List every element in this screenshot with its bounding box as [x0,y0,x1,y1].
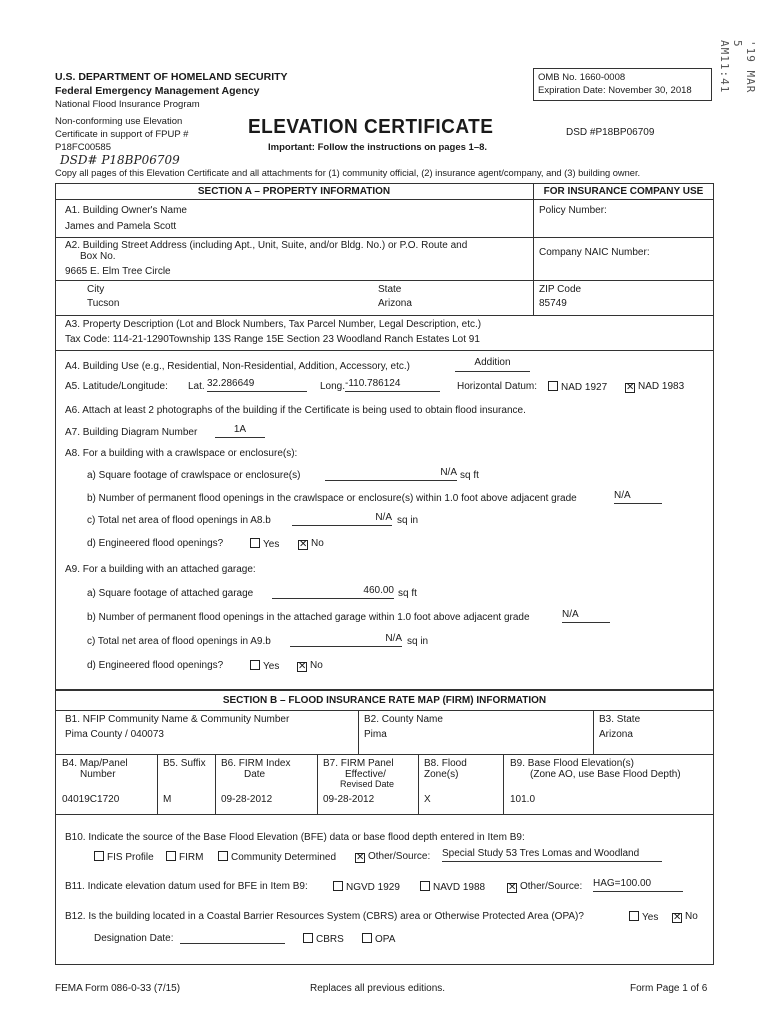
a8d-label: d) Engineered flood openings? [87,538,224,549]
received-stamp: '19 MAR 5 AM11:41 [718,40,757,94]
a2-label: A2. Building Street Address (including Apt., Unit, Suite, and/or Bldg. No.) or P.O. Route and [65,240,468,251]
a8d-yes-checkbox[interactable] [250,538,260,548]
b10-other-checkbox[interactable]: ✕ [356,852,365,863]
ngvd-label: NGVD 1929 [346,882,400,893]
b12-yes-label: Yes [642,912,659,923]
handwritten-dsd: DSD# P18BP06709 [60,153,180,167]
b2-label: B2. County Name [364,714,443,725]
cbrs-label: CBRS [316,934,344,945]
opa-label: OPA [375,934,396,945]
a8d-no-label: No [311,538,324,549]
a9a-field[interactable]: 460.00 [272,585,394,599]
a8a-label: a) Square footage of crawlspace or enclosure(s) [87,470,301,481]
firm-checkbox[interactable] [166,851,176,861]
owner-name[interactable]: James and Pamela Scott [65,221,177,232]
a9b-field[interactable]: N/A [562,609,610,623]
city-label: City [87,284,105,295]
a5-label: A5. Latitude/Longitude: [65,381,168,392]
b9-label-2: (Zone AO, use Base Flood Depth) [530,769,681,780]
a9-label: A9. For a building with an attached garage: [65,564,256,575]
state-value[interactable]: Arizona [378,298,412,309]
fpup-number: P18FC00585 [55,142,111,153]
a9c-label: c) Total net area of flood openings in A9.b [87,636,271,647]
nonconforming-note-2: Certificate in support of FPUP # [55,129,189,140]
page-number: Form Page 1 of 6 [630,983,708,994]
firm-index-value[interactable]: 09-28-2012 [221,794,273,805]
datum-label: Horizontal Datum: [457,381,538,392]
city-value[interactable]: Tucson [87,298,120,309]
a2-label-2: Box No. [80,251,116,262]
a8b-field[interactable]: N/A [614,490,662,504]
replaces-note: Replaces all previous editions. [310,983,446,994]
map-panel-value[interactable]: 04019C1720 [62,794,120,805]
community-value[interactable]: Pima County / 040073 [65,729,164,740]
long-label: Long. [320,381,346,392]
dsd-number: DSD #P18BP06709 [566,127,655,138]
a9d-yes-checkbox[interactable] [250,660,260,670]
b8-label: B8. Flood [424,758,467,769]
a9d-label: d) Engineered flood openings? [87,660,224,671]
program-name: National Flood Insurance Program [55,99,200,110]
a9d-yes-label: Yes [263,661,280,672]
b7-label-3: Revised Date [340,779,395,789]
nad1927-checkbox[interactable] [548,381,558,391]
suffix-value[interactable]: M [163,794,172,805]
insurance-use-title: FOR INSURANCE COMPANY USE [543,186,704,197]
b10-other-label: Other/Source: [368,851,431,862]
navd-checkbox[interactable] [420,881,430,891]
a8a-unit: sq ft [460,470,479,481]
street-address[interactable]: 9665 E. Elm Tree Circle [65,266,171,277]
section-a-title: SECTION A – PROPERTY INFORMATION [197,186,391,197]
important-note: Important: Follow the instructions on pages 1–8. [268,142,488,153]
a8c-unit: sq in [397,515,419,526]
a9a-unit: sq ft [398,588,417,599]
b12-label: B12. Is the building located in a Coastal Barrier Resources System (CBRS) area or Otherwise Protected Area (OPA)? [65,911,584,922]
expiration-date: Expiration Date: November 30, 2018 [538,85,692,96]
b3-label: B3. State [599,714,641,725]
opa-checkbox[interactable] [362,933,372,943]
firm-label: FIRM [179,852,204,863]
omb-number: OMB No. 1660-0008 [538,72,626,83]
agency-name: Federal Emergency Management Agency [55,85,260,97]
flood-zone-value[interactable]: X [424,794,431,805]
longitude-field[interactable]: -110.786124 [345,378,440,392]
nad1983-label: NAD 1983 [638,381,685,392]
b5-label: B5. Suffix [163,758,206,769]
diagram-number-field[interactable]: 1A [215,424,265,438]
b6-label-2: Date [244,769,266,780]
b9-label: B9. Base Flood Elevation(s) [510,758,634,769]
a8c-field[interactable]: N/A [292,512,392,526]
lat-label: Lat. [188,381,205,392]
b11-other-checkbox[interactable]: ✕ [508,882,517,893]
a9a-label: a) Square footage of attached garage [87,588,254,599]
a6-text: A6. Attach at least 2 photographs of the building if the Certificate is being used to obtain flood insurance. [65,405,526,416]
a3-label: A3. Property Description (Lot and Block Numbers, Tax Parcel Number, Legal Description, etc.) [65,319,482,330]
b11-other-field[interactable]: HAG=100.00 [593,878,683,892]
a7-label: A7. Building Diagram Number [65,427,198,438]
fis-profile-label: FIS Profile [107,852,154,863]
designation-date-label: Designation Date: [94,933,174,944]
firm-panel-value[interactable]: 09-28-2012 [323,794,375,805]
form-number: FEMA Form 086-0-33 (7/15) [55,983,181,994]
bfe-value[interactable]: 101.0 [510,794,536,805]
zip-label: ZIP Code [539,284,582,295]
b1-label: B1. NFIP Community Name & Community Number [65,714,290,725]
a9d-no-label: No [310,660,323,671]
a9d-no-checkbox[interactable]: ✕ [298,661,307,672]
cbrs-checkbox[interactable] [303,933,313,943]
b12-yes-checkbox[interactable] [629,911,639,921]
latitude-field[interactable]: 32.286649 [207,378,307,392]
b12-no-checkbox[interactable]: ✕ [673,912,682,923]
policy-number-label: Policy Number: [539,205,607,216]
section-b-title: SECTION B – FLOOD INSURANCE RATE MAP (FIRM) INFORMATION [222,695,547,706]
b4-label: B4. Map/Panel [62,758,128,769]
a8b-label: b) Number of permanent flood openings in the crawlspace or enclosure(s) within 1.0 foot above adjacent grade [87,493,577,504]
a9c-unit: sq in [407,636,429,647]
a8d-no-checkbox[interactable]: ✕ [299,539,308,550]
b3-state-value[interactable]: Arizona [599,729,633,740]
a1-label: A1. Building Owner's Name [65,205,187,216]
ngvd-checkbox[interactable] [333,881,343,891]
b11-other-label: Other/Source: [520,881,583,892]
b10-other-field[interactable]: Special Study 53 Tres Lomas and Woodland [442,848,662,862]
a4-label: A4. Building Use (e.g., Residential, Non-Residential, Addition, Accessory, etc.) [65,361,410,372]
a9c-field[interactable]: N/A [290,633,402,647]
community-determined-label: Community Determined [231,852,337,863]
b7-label: B7. FIRM Panel [323,758,394,769]
designation-date-field[interactable] [180,930,285,944]
nad1983-checkbox[interactable]: ✕ [626,382,635,393]
building-use-field[interactable]: Addition [455,357,530,372]
zip-value[interactable]: 85749 [539,298,567,309]
b10-label: B10. Indicate the source of the Base Flood Elevation (BFE) data or base flood depth entered in Item B9: [65,832,525,843]
property-description[interactable]: Tax Code: 114-21-1290Township 13S Range 15E Section 23 Woodland Ranch Estates Lot 91 [65,334,480,345]
a9b-label: b) Number of permanent flood openings in the attached garage within 1.0 foot above adjacent grade [87,612,530,623]
a8d-yes-label: Yes [263,539,280,550]
form-title: ELEVATION CERTIFICATE [248,116,494,138]
community-determined-checkbox[interactable] [218,851,228,861]
b12-no-label: No [685,911,698,922]
navd-label: NAVD 1988 [433,882,486,893]
b8-label-2: Zone(s) [424,769,459,780]
b6-label: B6. FIRM Index [221,758,291,769]
nad1927-label: NAD 1927 [561,382,608,393]
state-label: State [378,284,402,295]
b7-label-2: Effective/ [345,769,386,780]
naic-number-label: Company NAIC Number: [539,247,650,258]
copy-note: Copy all pages of this Elevation Certificate and all attachments for (1) community official, (2) insurance agent/company, and (3) building owner. [55,168,641,178]
b11-label: B11. Indicate elevation datum used for BFE in Item B9: [65,881,308,892]
b4-label-2: Number [80,769,116,780]
a8c-label: c) Total net area of flood openings in A8.b [87,515,271,526]
a8a-field[interactable]: N/A [325,467,457,481]
fis-profile-checkbox[interactable] [94,851,104,861]
county-value[interactable]: Pima [364,729,387,740]
a8-label: A8. For a building with a crawlspace or enclosure(s): [65,448,298,459]
nonconforming-note: Non-conforming use Elevation [55,116,183,127]
department-name: U.S. DEPARTMENT OF HOMELAND SECURITY [55,71,288,83]
